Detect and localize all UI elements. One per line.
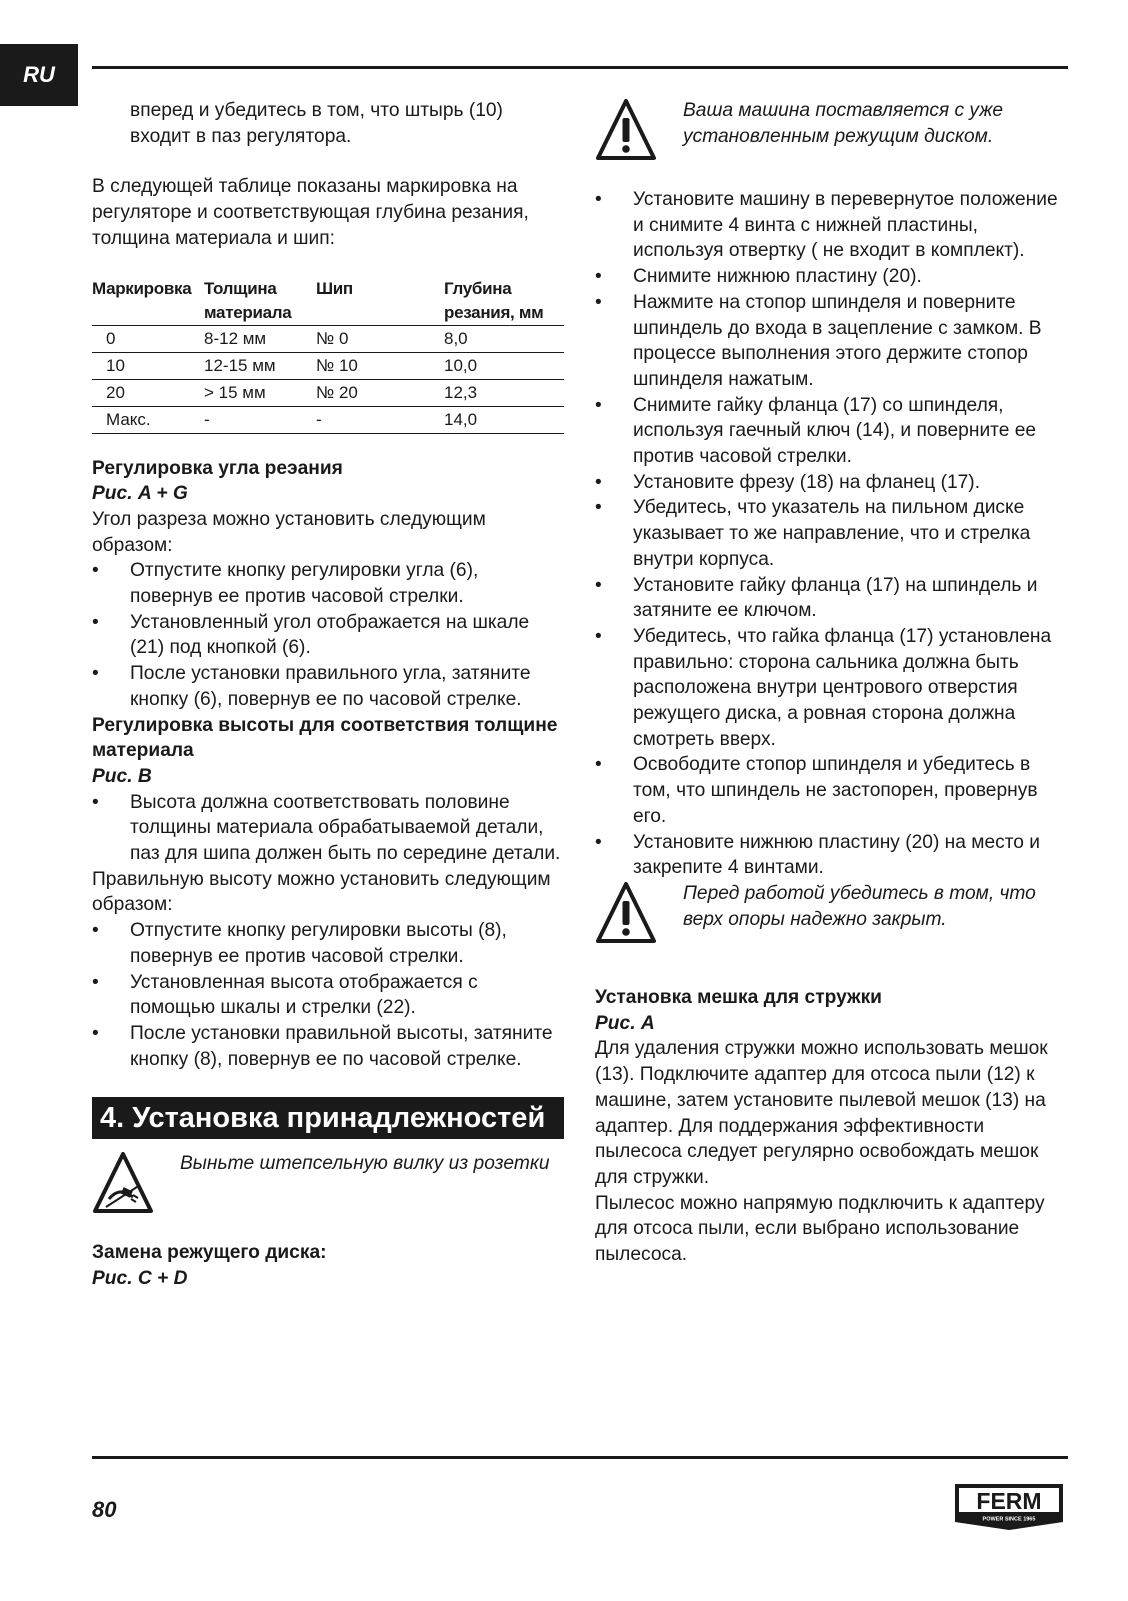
bullet-icon: • — [595, 497, 602, 519]
list-item-text: Отпустите кнопку регулировки высоты (8), повернув ее против часовой стрелки. — [130, 920, 507, 967]
bullet-icon: • — [92, 560, 99, 582]
cover-warning-text: Перед работой убедитесь в том, что верх опоры надежно закрыт. — [683, 882, 1036, 930]
table-cell: 20 — [92, 379, 204, 406]
list-item — [92, 661, 564, 712]
height-notes — [92, 790, 564, 867]
angle-heading: Регулировка угла реэания — [92, 457, 343, 479]
blade-figure-ref: Рис. C + D — [92, 1268, 188, 1290]
table-intro: В следующей таблице показаны маркировка на регуляторе и соответствующая глубина резания, толщина материала и шип: — [92, 176, 529, 249]
list-item — [92, 918, 564, 969]
list-item — [92, 970, 564, 1021]
bag-paragraph: Для удаления стружки можно использовать мешок (13). Подключите адаптер для отсоса пыли (12) к машине, затем установите пылевой мешок (13) на адаптер. Для поддержания эффективности пылесоса следует регулярно освобождать мешок для стружки. — [595, 1038, 1048, 1188]
bullet-icon: • — [595, 574, 602, 596]
list-item-text: Нажмите на стопор шпинделя и поверните шпиндель до входа в зацепление с замком. В процессе выполнения этого держите стопор шпинделя нажатым. — [633, 291, 1042, 390]
list-item-text: После установки правильного угла, затяните кнопку (6), повернув ее по часовой стрелке. — [130, 663, 531, 710]
list-item — [92, 610, 564, 661]
depth-table — [92, 277, 564, 434]
list-item-text: Снимите нижнюю пластину (20). — [633, 266, 922, 288]
list-item — [595, 624, 1068, 753]
unplug-note-text: Выньте штепсельную вилку из розетки — [180, 1153, 550, 1175]
bullet-icon: • — [595, 754, 602, 776]
bullet-icon: • — [595, 831, 602, 853]
list-item — [595, 290, 1068, 393]
brand-tagline: POWER SINCE 1965 — [982, 1516, 1036, 1523]
bullet-icon: • — [595, 189, 602, 210]
table-cell: > 15 мм — [204, 379, 316, 406]
intro-continuation: вперед и убедитесь в том, что штырь (10) входит в паз регулятора. — [130, 100, 503, 147]
table-cell: № 10 — [316, 352, 444, 379]
list-item-text: Установите машину в перевернутое положение и снимите 4 винта с нижней пластины, используя отвертку ( не входит в комплект). — [633, 189, 1058, 262]
table-cell: 0 — [92, 325, 204, 352]
table-header-row — [92, 277, 564, 301]
list-item-text: Установленный угол отображается на шкале (21) под кнопкой (6). — [130, 611, 530, 659]
table-cell: 8-12 мм — [204, 325, 316, 352]
bullet-icon: • — [595, 266, 602, 288]
list-item-text: Убедитесь, что гайка фланца (17) установлена правильно: сторона сальника должна быть расположена внутри центрового отверстия режущего диска, а ровная сторона должна смотреть вверх. — [633, 625, 1052, 750]
table-cell: - — [204, 406, 316, 433]
list-item-text: Убедитесь, что указатель на пильном диске указывает то же направление, что и стрелка внутри корпуса. — [633, 497, 1031, 570]
height-steps — [92, 918, 564, 1072]
bag-heading: Установка мешка для стружки — [595, 986, 882, 1008]
warning-icon — [595, 98, 657, 162]
table-row — [92, 325, 564, 352]
bullet-icon: • — [92, 971, 99, 993]
list-item — [595, 830, 1068, 881]
section-title: 4. Установка принадлежностей — [92, 1097, 564, 1139]
list-item-text: Установленная высота отображается с помощью шкалы и стрелки (22). — [130, 971, 478, 1019]
bullet-icon: • — [92, 611, 99, 633]
list-item-text: Установите нижнюю пластину (20) на место и закрепите 4 винтами. — [633, 831, 1041, 879]
list-item — [92, 558, 564, 609]
list-item-text: Высота должна соответствовать половине толщины материала обрабатываемой детали, паз для шипа должен быть по середине детали. — [130, 791, 561, 865]
table-cell: № 20 — [316, 379, 444, 406]
list-item — [595, 752, 1068, 829]
list-item-text: Установите гайку фланца (17) на шпиндель и затяните ее ключом. — [633, 574, 1038, 622]
angle-steps — [92, 558, 564, 712]
list-item — [595, 470, 1068, 496]
bag-figure-ref: Рис. A — [595, 1012, 655, 1034]
brand-name: FERM — [976, 1488, 1042, 1514]
col-header: Толщина — [204, 278, 277, 298]
bullet-icon: • — [595, 394, 602, 416]
col-header — [316, 301, 444, 326]
list-item — [595, 495, 1068, 572]
table-cell: 12,3 — [444, 379, 564, 406]
table-row — [92, 352, 564, 379]
preinstalled-warning — [595, 98, 1068, 162]
table-cell: Макс. — [92, 406, 204, 433]
list-item — [595, 187, 1068, 264]
blade-heading: Замена режущего диска: — [92, 1242, 327, 1264]
col-header: резания, мм — [444, 302, 544, 322]
angle-figure-ref: Рис. A + G — [92, 483, 188, 505]
list-item — [595, 573, 1068, 624]
table-cell: - — [316, 406, 444, 433]
bullet-icon: • — [595, 291, 602, 313]
table-cell: 14,0 — [444, 406, 564, 433]
list-item-text: Освободите стопор шпинделя и убедитесь в том, что шпиндель не застопорен, провернув его. — [633, 754, 1038, 827]
language-tab: RU — [0, 44, 78, 106]
list-item-text: Установите фрезу (18) на фланец (17). — [633, 471, 981, 493]
unplug-warning-icon — [92, 1151, 154, 1215]
height-figure-ref: Рис. B — [92, 765, 152, 787]
table-cell: 12-15 мм — [204, 352, 316, 379]
list-item-text: Отпустите кнопку регулировки угла (6), повернув ее против часовой стрелки. — [130, 560, 479, 608]
table-cell: № 0 — [316, 325, 444, 352]
table-cell: 8,0 — [444, 325, 564, 352]
list-item — [595, 264, 1068, 290]
unplug-note — [92, 1151, 564, 1215]
top-rule — [92, 66, 1068, 69]
blade-steps — [595, 187, 1068, 881]
bullet-icon: • — [92, 1022, 99, 1044]
page-number: 80 — [92, 1497, 117, 1522]
list-item-text: Снимите гайку фланца (17) со шпинделя, используя гаечный ключ (14), и поверните ее против часовой стрелки. — [633, 394, 1037, 468]
bullet-icon: • — [595, 625, 602, 647]
bullet-icon: • — [92, 791, 99, 813]
height-heading: Регулировка высоты для соответствия толщине материала — [92, 714, 558, 762]
bullet-icon: • — [595, 471, 602, 493]
left-column — [92, 98, 564, 1292]
col-header: Глубина — [444, 278, 512, 298]
list-item-text: После установки правильной высоты, затяните кнопку (8), повернув ее по часовой стрелке. — [130, 1022, 553, 1070]
table-cell: 10 — [92, 352, 204, 379]
list-item — [92, 1021, 564, 1072]
list-item — [92, 790, 564, 867]
bullet-icon: • — [92, 920, 99, 942]
table-cell: 10,0 — [444, 352, 564, 379]
warning-icon — [595, 881, 657, 945]
height-intro: Правильную высоту можно установить следующим образом: — [92, 868, 551, 916]
bag-paragraph-2: Пылесос можно напрямую подключить к адаптеру для отсоса пыли, если выбрано использование пылесоса. — [595, 1192, 1045, 1266]
cover-warning — [595, 881, 1068, 945]
angle-intro: Угол разреза можно установить следующим образом: — [92, 508, 486, 556]
preinstalled-warning-text: Ваша машина поставляется с уже установленным режущим диском. — [683, 100, 1004, 147]
list-item — [595, 393, 1068, 470]
table-header-row-2 — [92, 301, 564, 326]
bullet-icon: • — [92, 663, 99, 685]
right-column — [595, 98, 1068, 1268]
ferm-logo — [949, 1482, 1069, 1532]
bottom-rule — [92, 1456, 1068, 1459]
col-header: Шип — [316, 278, 353, 298]
table-row — [92, 406, 564, 433]
col-header: Маркировка — [92, 278, 192, 298]
col-header: материала — [204, 302, 292, 322]
col-header — [92, 301, 204, 326]
table-row — [92, 379, 564, 406]
